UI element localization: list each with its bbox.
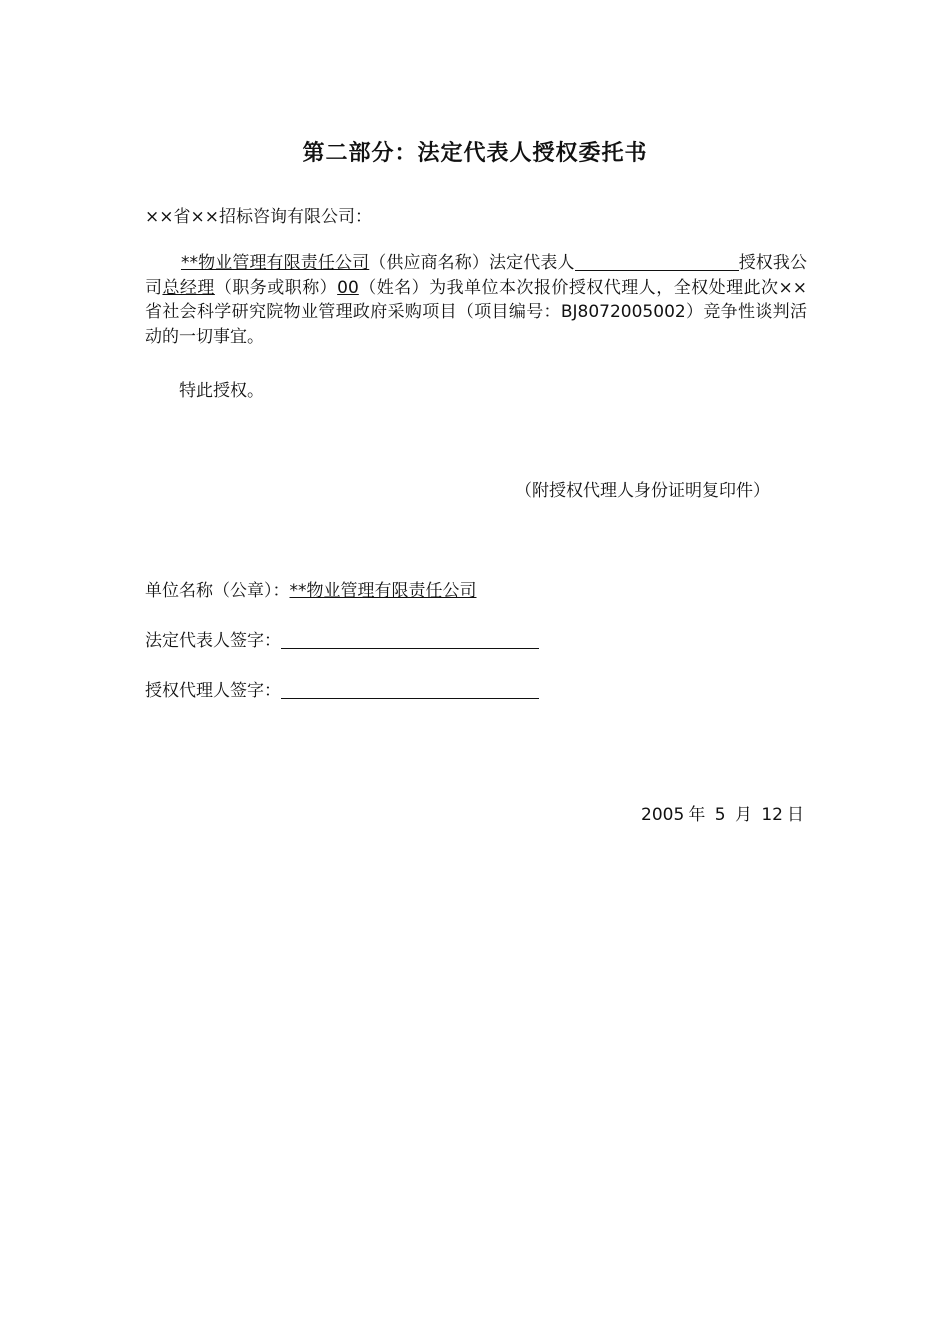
hereby-statement: 特此授权。 bbox=[179, 381, 264, 401]
legal-rep-signature-row bbox=[145, 626, 539, 651]
date-day-unit: 日 bbox=[787, 805, 804, 825]
document-date bbox=[639, 800, 806, 825]
grant-text: 授权我公司 bbox=[145, 253, 808, 298]
supplier-note: （供应商名称）法定代表人 bbox=[369, 253, 575, 273]
attachment-note: （附授权代理人身份证明复印件） bbox=[515, 481, 770, 501]
agent-signature-row bbox=[145, 676, 539, 701]
date-month: 5 bbox=[714, 805, 726, 825]
legal-rep-blank bbox=[575, 252, 739, 271]
agent-signature-line bbox=[281, 680, 539, 699]
unit-name-row bbox=[145, 576, 477, 601]
position: 总经理 bbox=[162, 277, 215, 298]
unit-label: 单位名称（公章）： bbox=[145, 581, 290, 601]
company-name: **物业管理有限责任公司 bbox=[181, 253, 370, 273]
position-note: （职务或职称） bbox=[214, 277, 338, 298]
legal-rep-sign-label: 法定代表人签字： bbox=[145, 631, 281, 651]
document-title: 第二部分：法定代表人授权委托书 bbox=[302, 141, 648, 166]
addressee: ××省××招标咨询有限公司： bbox=[145, 207, 372, 227]
authorization-body bbox=[145, 251, 807, 349]
name-note: （姓名）为我单位本次报价授权代理人，全权处理此次××省社会科学研究院物业管理政府采购项目（项目编号：BJ8072005002）竞争性谈判活动的一切事宜。 bbox=[145, 277, 807, 347]
legal-rep-signature-line bbox=[281, 630, 539, 649]
date-year: 2005 bbox=[641, 805, 685, 825]
date-day: 12 bbox=[761, 805, 783, 825]
agent-name: 00 bbox=[337, 277, 359, 298]
agent-sign-label: 授权代理人签字： bbox=[145, 681, 281, 701]
unit-name: **物业管理有限责任公司 bbox=[289, 581, 477, 601]
date-month-unit: 月 bbox=[734, 805, 752, 825]
date-year-unit: 年 bbox=[688, 805, 706, 825]
